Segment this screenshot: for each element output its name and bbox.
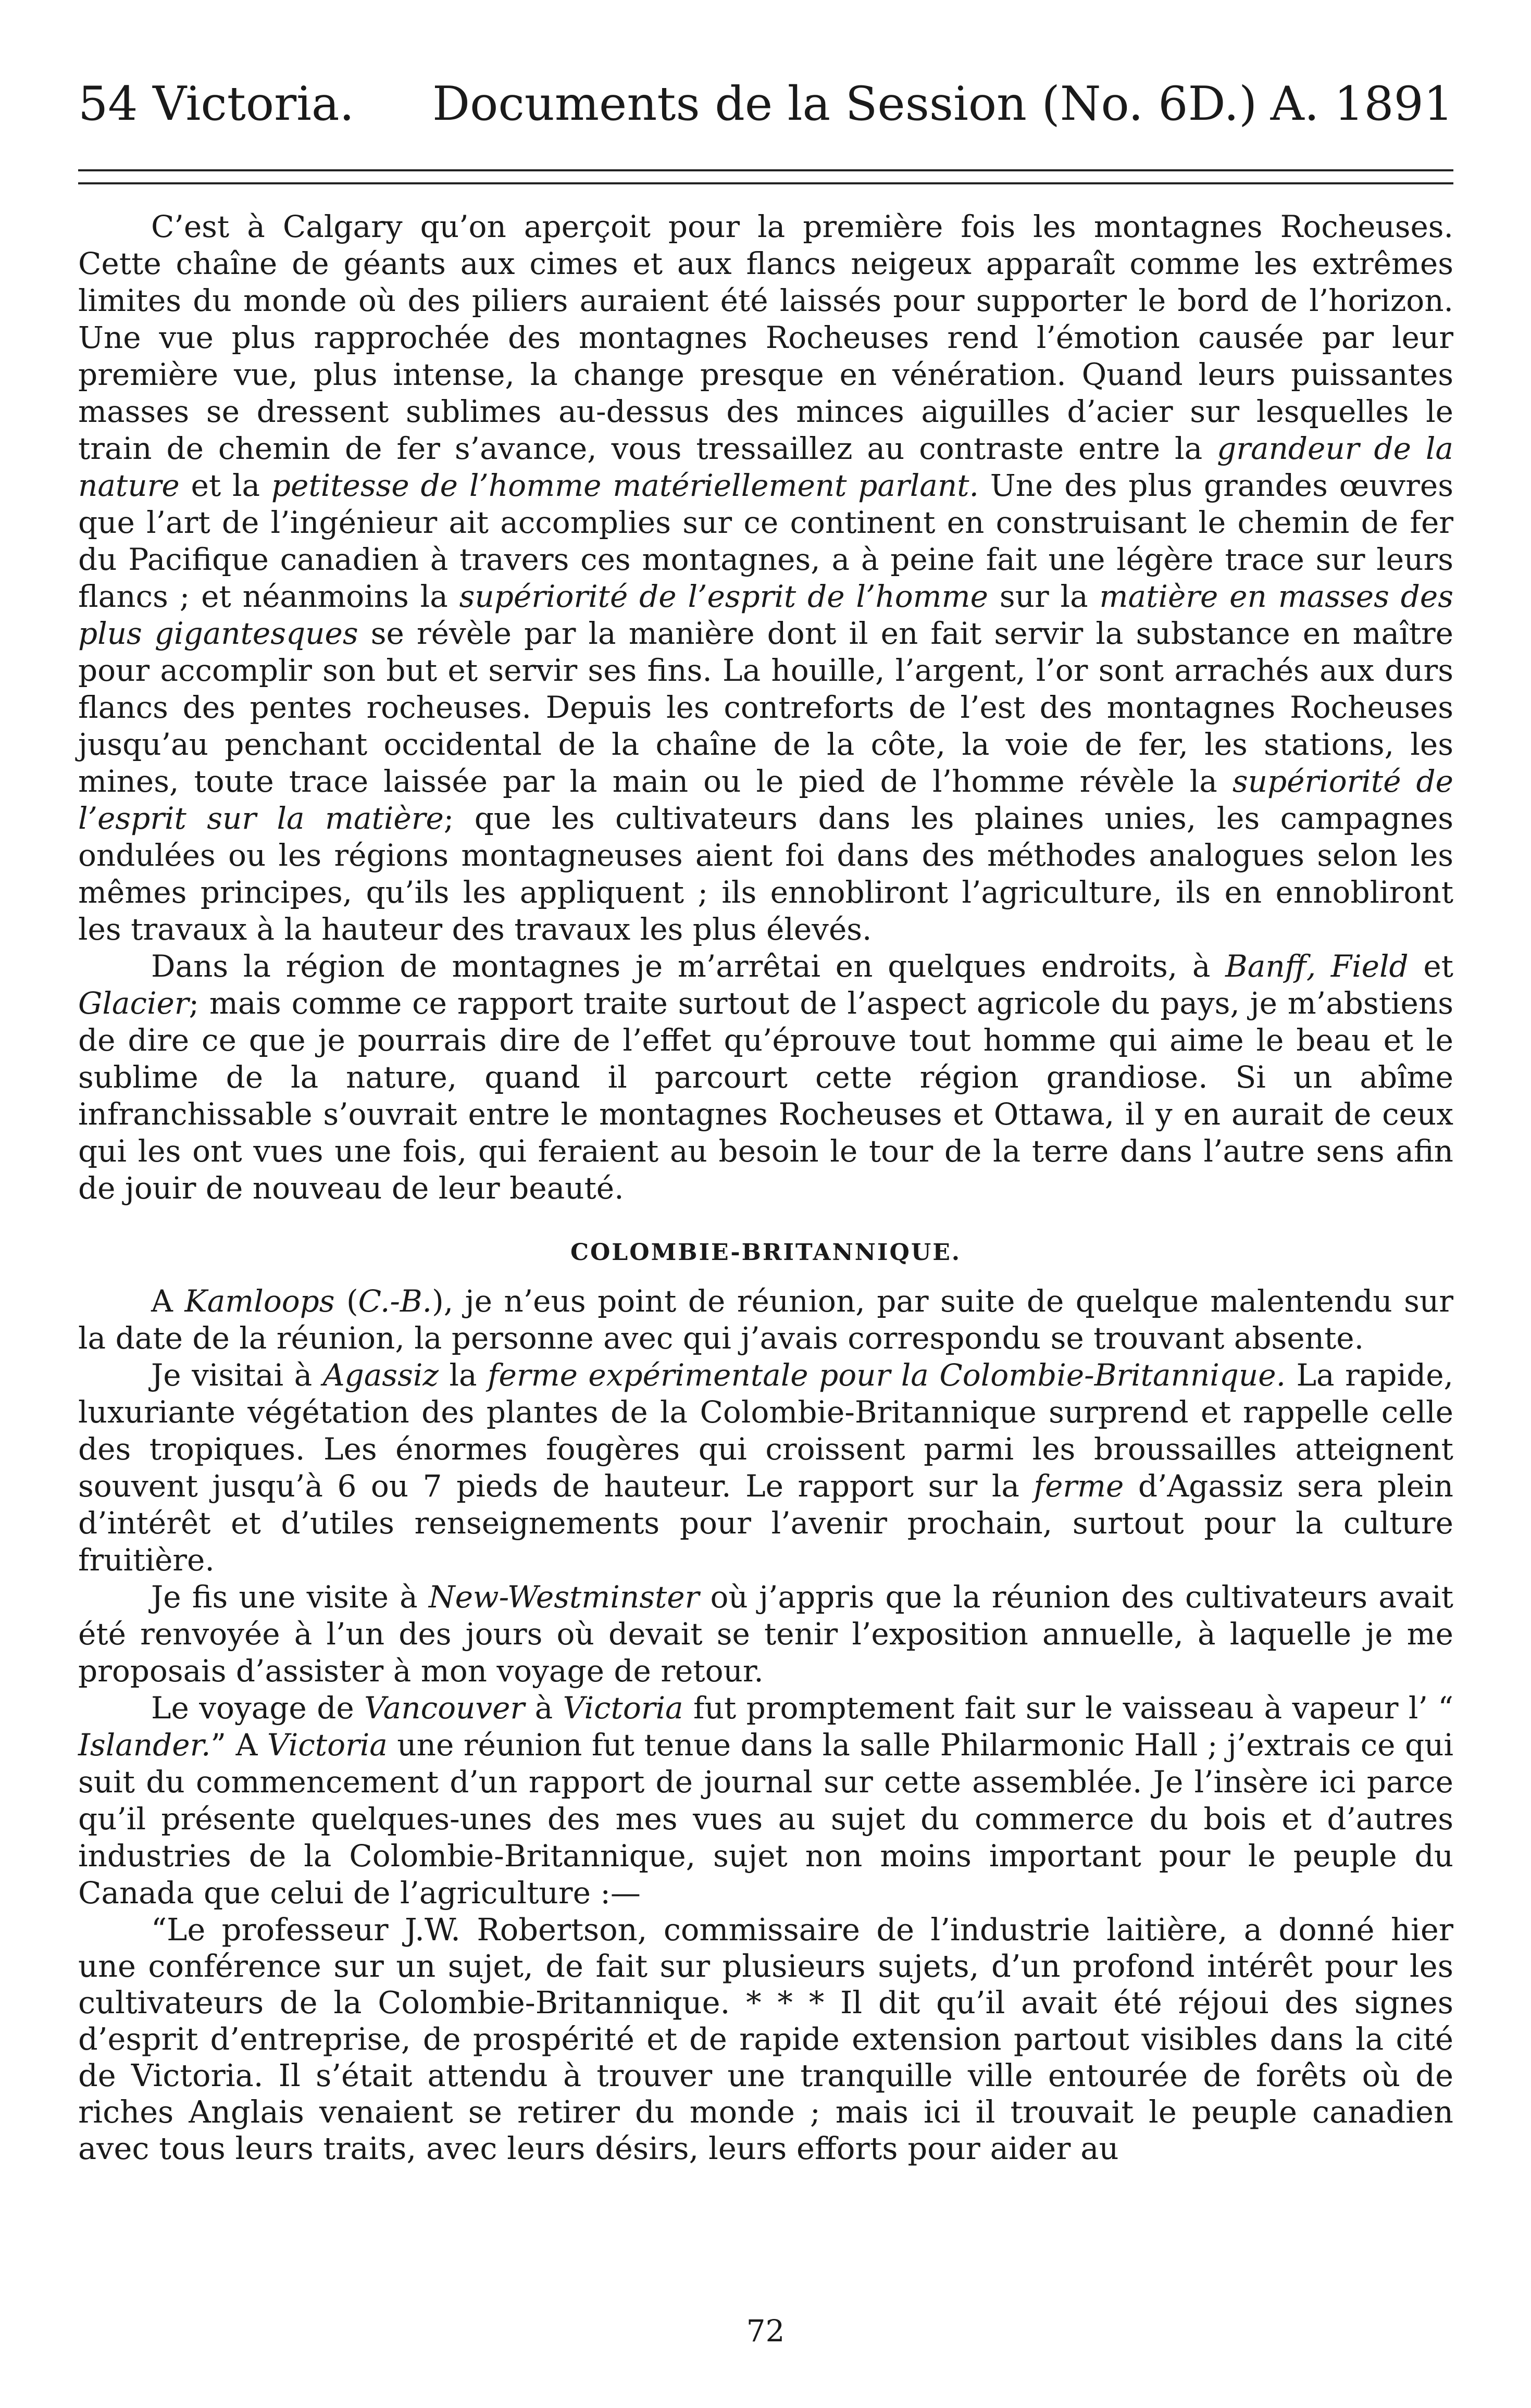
- section-heading: COLOMBIE-BRITANNIQUE.: [570, 1239, 962, 1266]
- newspaper-quote: “Le professeur J.W. Robertson, commissaire de l’industrie laitière, a donné hier une conférence sur un sujet, de fait sur plusieurs sujets, d’un profond intérêt pour les cultivateurs de la Colombie-Britannique. * * * Il dit qu’il avait été réjoui des signes d’esprit d’entreprise, de prospérité et de rapide extension partout visibles dans la cité de Victoria. Il s’était attendu à trouver une tranquille ville entourée de forêts où de riches Anglais venaient se retirer du monde ; mais ici il trouvait le peuple canadien avec tous leurs traits, avec leurs désirs, leurs efforts pour aider au: [78, 1912, 1453, 2166]
- header-title: Documents de la Session (No. 6D.): [432, 77, 1258, 131]
- paragraph-calgary: C’est à Calgary qu’on aperçoit pour la première fois les montagnes Rocheuses. Cette chaîne de géants aux cimes et aux flancs neigeux apparaît comme les extrêmes limites du monde où des piliers auraient été laissés pour supporter le bord de l’horizon. Une vue plus rapprochée des montagnes Rocheuses rend l’émotion causée par leur première vue, plus intense, la change presque en vénération. Quand leurs puissantes masses se dressent sublimes au-dessus des minces aiguilles d’acier sur lesquelles le train de chemin de fer s’avance, vous tressaillez au contraste entre la grandeur de la nature et la petitesse de l’homme matériellement parlant. Une des plus grandes œuvres que l’art de l’ingénieur ait accomplies sur ce continent en construisant le chemin de fer du Pacifique canadien à travers ces montagnes, a à peine fait une légère trace sur leurs flancs ; et néanmoins la supériorité de l’esprit de l’homme sur la matière en masses des plus gigantesques se révèle par la manière dont il en fait servir la substance en maître pour accomplir son but et servir ses fins. La houille, l’argent, l’or sont arrachés aux durs flancs des pentes rocheuses. Depuis les contreforts de l’est des montagnes Rocheuses jusqu’au penchant occidental de la chaîne de la côte, la voie de fer, les stations, les mines, toute trace laissée par la main ou le pied de l’homme révèle la supériorité de l’esprit sur la matière; que les cultivateurs dans les plaines unies, les campagnes ondulées ou les régions montagneuses aient foi dans des méthodes analogues selon les mêmes principes, qu’ils les appliquent ; ils ennobliront l’agriculture, ils en ennobliront les travaux à la hauteur des travaux les plus élevés.: [78, 209, 1453, 947]
- page-number: 72: [746, 2313, 785, 2349]
- header-rule-bottom: [78, 182, 1453, 184]
- running-header: [78, 68, 1453, 141]
- header-session: 54 Victoria.: [78, 77, 355, 131]
- paragraph-new-westminster: Je fis une visite à New-Westminster où j’appris que la réunion des cultivateurs avait été renvoyée à l’un des jours où devait se tenir l’exposition annuelle, à laquelle je me proposais d’assister à mon voyage de retour.: [78, 1579, 1453, 1689]
- page-body: [78, 208, 1453, 2167]
- paragraph-mountains: Dans la région de montagnes je m’arrêtai en quelques endroits, à Banff, Field et Glacier; mais comme ce rapport traite surtout de l’aspect agricole du pays, je m’abstiens de dire ce que je pourrais dire de l’effet qu’éprouve tout homme qui aime le beau et le sublime de la nature, quand il parcourt cette région grandiose. Si un abîme infranchissable s’ouvrait entre le montagnes Rocheuses et Ottawa, il y en aurait de ceux qui les ont vues une fois, qui feraient au besoin le tour de la terre dans l’autre sens afin de jouir de nouveau de leur beauté.: [78, 949, 1453, 1206]
- paragraph-agassiz: Je visitai à Agassiz la ferme expérimentale pour la Colombie-Britannique. La rapide, luxuriante végétation des plantes de la Colombie-Britannique surprend et rappelle celle des tropiques. Les énormes fougères qui croissent parmi les broussailles atteignent souvent jusqu’à 6 ou 7 pieds de hauteur. Le rapport sur la ferme d’Agassiz sera plein d’intérêt et d’utiles renseignements pour l’avenir prochain, surtout pour la culture fruitière.: [78, 1357, 1453, 1578]
- header-rule-top: [78, 169, 1453, 171]
- paragraph-victoria: Le voyage de Vancouver à Victoria fut promptement fait sur le vaisseau à vapeur l’ “ Islander.” A Victoria une réunion fut tenue dans la salle Philarmonic Hall ; j’extrais ce qui suit du commencement d’un rapport de journal sur cette assemblée. Je l’insère ici parce qu’il présente quelques-unes des mes vues au sujet du commerce du bois et d’autres industries de la Colombie-Britannique, sujet non moins important pour le peuple du Canada que celui de l’agriculture :—: [78, 1690, 1453, 1911]
- paragraph-kamloops: A Kamloops (C.-B.), je n’eus point de réunion, par suite de quelque malentendu sur la date de la réunion, la personne avec qui j’avais correspondu se trouvant absente.: [78, 1283, 1453, 1356]
- header-year: A. 1891: [1270, 77, 1453, 131]
